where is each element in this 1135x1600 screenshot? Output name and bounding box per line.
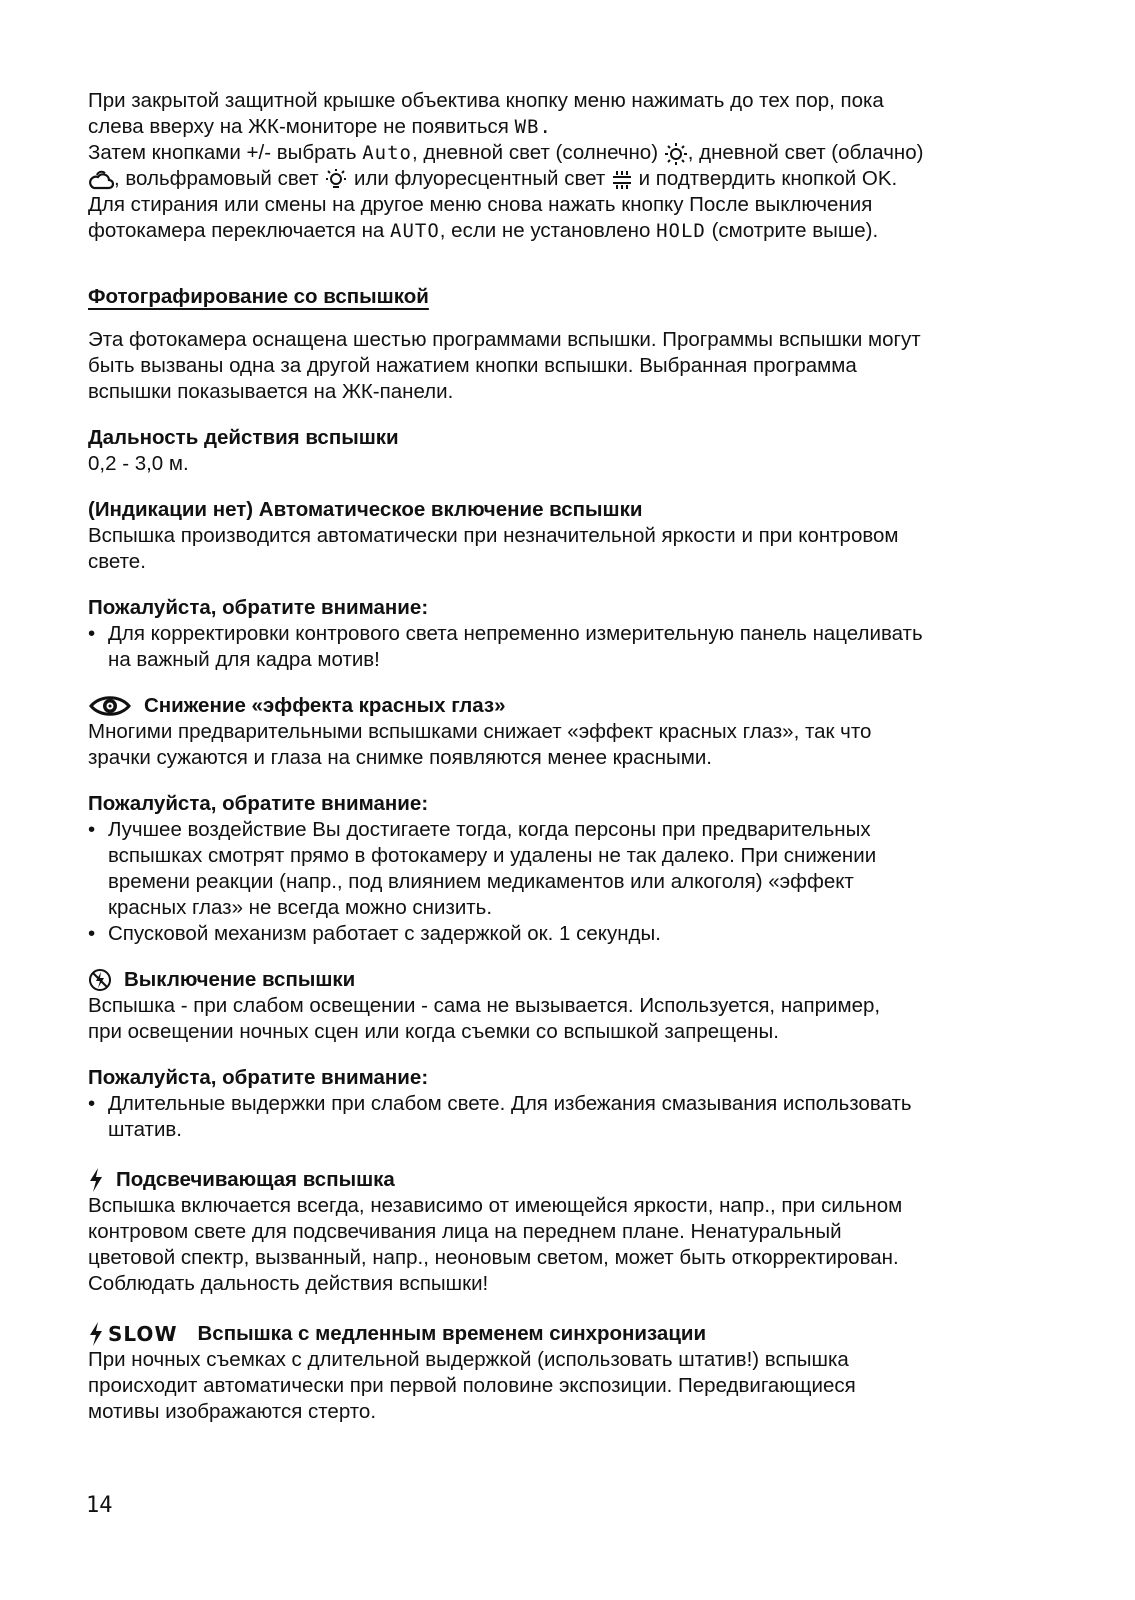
flash-icon [88,1321,104,1347]
flash-off-notes [88,1091,1058,1143]
tungsten-bulb-icon [324,168,348,192]
note-label: Пожалуйста, обратите внимание: [88,596,429,619]
wb-line-4: , вольфрамовый свет или флуоресцентный свет и подтвердить кнопкой OK. [88,166,1058,192]
manual-page [88,88,1058,1425]
slow-sync-heading [88,1321,1058,1347]
flash-intro [88,327,1058,405]
wb-line-6: фотокамера переключается на AUTO, если не установлено HOLD (смотрите выше). [88,219,879,242]
wb-lcd-code: WB. [514,116,552,138]
red-eye-text: Многими предварительными вспышками снижает «эффект красных глаз», так что [88,720,872,743]
red-eye-notes [88,817,1058,947]
section-title-flash: Фотографирование со вспышкой [88,285,429,308]
flash-off-text: при освещении ночных сцен или когда съемки со вспышкой запрещены. [88,1020,779,1043]
auto-flash-notes [88,621,1058,673]
red-eye-heading [88,693,1058,719]
fill-flash-title: Подсвечивающая вспышка [116,1168,395,1191]
fluorescent-icon [611,169,633,191]
flash-off-text: Вспышка - при слабом освещении - сама не вызывается. Используется, например, [88,994,881,1017]
list-item: • Для корректировки контрового света непременно измерительную панель нацеливать на важный для кадра мотив! [88,621,1058,673]
flash-intro-line: вспышки показывается на ЖК-панели. [88,380,454,403]
auto-flash-text: свете. [88,550,146,573]
wb-line-2: слева вверху на ЖК-мониторе не появиться WB. [88,115,552,138]
auto-mode-code: AUTO [390,220,440,242]
slow-sync-text: При ночных съемках с длительной выдержкой (использовать штатив!) вспышка [88,1348,849,1371]
red-eye-icon [88,693,132,719]
flash-off-title: Выключение вспышки [124,968,356,991]
slow-sync-text: происходит автоматически при первой половине экспозиции. Передвигающиеся [88,1374,856,1397]
fill-flash-heading [88,1167,1058,1193]
auto-flash-title: (Индикации нет) Автоматическое включение вспышки [88,498,643,521]
flash-icon [88,1167,104,1193]
fill-flash-text: контровом свете для подсвечивания лица на переднем плане. Ненатуральный [88,1220,842,1243]
slow-sync-title: Вспышка с медленным временем синхронизации [197,1322,707,1345]
flash-range-value: 0,2 - 3,0 м. [88,452,189,475]
flash-range-title: Дальность действия вспышки [88,426,399,449]
red-eye-title: Снижение «эффекта красных глаз» [144,694,506,717]
flash-off-heading [88,967,1058,993]
list-item: • Длительные выдержки при слабом свете. Для избежания смазывания использовать штатив. [88,1091,1058,1143]
note-label: Пожалуйста, обратите внимание: [88,792,429,815]
slow-sync-code: SLOW [108,1322,178,1346]
list-item: • Спусковой механизм работает с задержкой ок. 1 секунды. [88,921,1058,947]
note-label: Пожалуйста, обратите внимание: [88,1066,429,1089]
red-eye-text: зрачки сужаются и глаза на снимке появляются менее красными. [88,746,712,769]
fill-flash-text: цветовой спектр, вызванный, напр., неоновым светом, может быть откорректирован. [88,1246,899,1269]
white-balance-section [88,88,1058,244]
auto-flash-text: Вспышка производится автоматически при незначительной яркости и при контровом [88,524,899,547]
flash-off-icon [88,968,112,992]
wb-line-5: Для стирания или смены на другое меню снова нажать кнопку После выключения [88,193,873,216]
sun-icon [664,142,688,166]
fill-flash-text: Соблюдать дальность действия вспышки! [88,1272,489,1295]
flash-intro-line: быть вызваны одна за другой нажатием кнопки вспышки. Выбранная программа [88,354,857,377]
flash-intro-line: Эта фотокамера оснащена шестью программами вспышки. Программы вспышки могут [88,328,921,351]
auto-lcd-code: Auto [362,142,412,164]
fill-flash-text: Вспышка включается всегда, независимо от имеющейся яркости, напр., при сильном [88,1194,903,1217]
list-item: • Лучшее воздействие Вы достигаете тогда, когда персоны при предварительных вспышках смотрят прямо в фотокамеру и удалены не так далеко. При снижении времени реакции (напр., под влиянием медикаментов или алкоголя) «эффект красных глаз» не всегда можно снизить. [88,817,1058,921]
wb-line-1: При закрытой защитной крышке объектива кнопку меню нажимать до тех пор, пока [88,89,884,112]
slow-sync-text: мотивы изображаются стерто. [88,1400,377,1423]
page-number: 14 [86,1493,113,1518]
wb-line-3: Затем кнопками +/- выбрать Auto, дневной свет (солнечно) , дневной свет (облачно) [88,141,924,164]
hold-mode-code: HOLD [656,220,706,242]
cloud-icon [88,169,114,191]
